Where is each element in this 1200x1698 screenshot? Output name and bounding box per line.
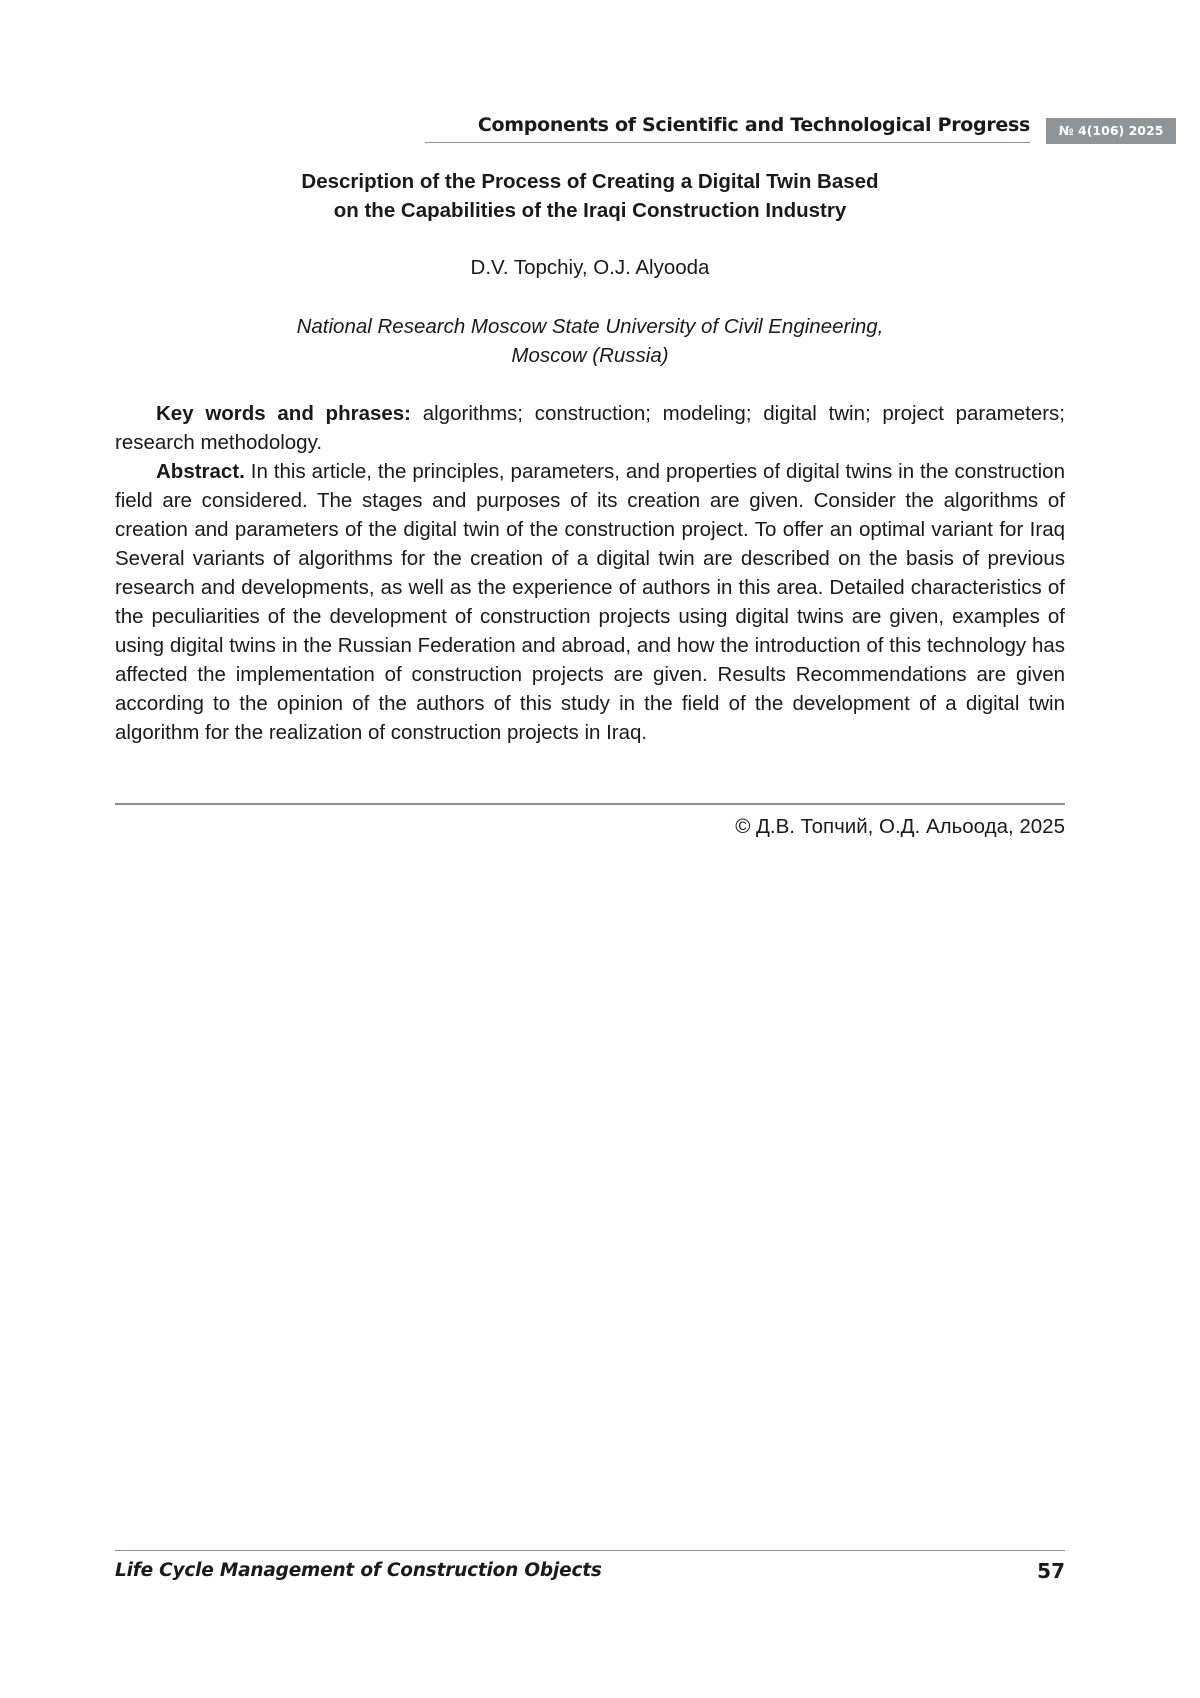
- running-header: [425, 112, 1030, 143]
- article-title-line: Description of the Process of Creating a Digital Twin Based: [301, 170, 879, 193]
- abstract-paragraph: [115, 457, 1065, 747]
- author-affiliation: [115, 312, 1065, 370]
- article-title-line: on the Capabilities of the Iraqi Construction Industry: [333, 199, 847, 222]
- affiliation-line: Moscow (Russia): [511, 344, 669, 367]
- page-number: 57: [1037, 1559, 1065, 1583]
- affiliation-line: National Research Moscow State University of Civil Engineering,: [296, 315, 884, 338]
- article-authors: D.V. Topchiy, O.J. Alyooda: [470, 256, 710, 279]
- abstract-label: Abstract.: [156, 460, 245, 483]
- abstract-text: In this article, the principles, parameters, and properties of digital twins in the construction field are considered. The stages and purposes of its creation are given. Consider the algorithms of creation and parameters of the digital twin of the construction project. To offer an optimal variant for Iraq Several variants of algorithms for the creation of a digital twin are described on the basis of previous research and developments, as well as the experience of authors in this area. Detailed characteristics of the peculiarities of the development of construction projects using digital twins are given, examples of using digital twins in the Russian Federation and abroad, and how the introduction of this technology has affected the implementation of construction projects are given. Results Recommendations are given according to the opinion of the authors of this study in the field of the development of a digital twin algorithm for the realization of construction projects in Iraq.: [115, 460, 1065, 744]
- keywords-label: Key words and phrases:: [156, 402, 412, 425]
- issue-badge: № 4(106) 2025: [1046, 118, 1176, 144]
- keywords-paragraph: [115, 399, 1065, 457]
- abstract-divider: [115, 803, 1065, 805]
- journal-name: Components of Scientific and Technological Progress: [477, 114, 1030, 136]
- copyright-notice: © Д.В. Топчий, О.Д. Альоода, 2025: [735, 815, 1065, 838]
- article-title: [115, 167, 1065, 225]
- footer-divider: [115, 1550, 1065, 1551]
- footer-section-name: Life Cycle Management of Construction Objects: [115, 1560, 602, 1581]
- keywords-text: algorithms; construction; modeling; digital twin; project parameters; research methodology.: [115, 402, 1065, 454]
- abstract-block: [115, 399, 1065, 747]
